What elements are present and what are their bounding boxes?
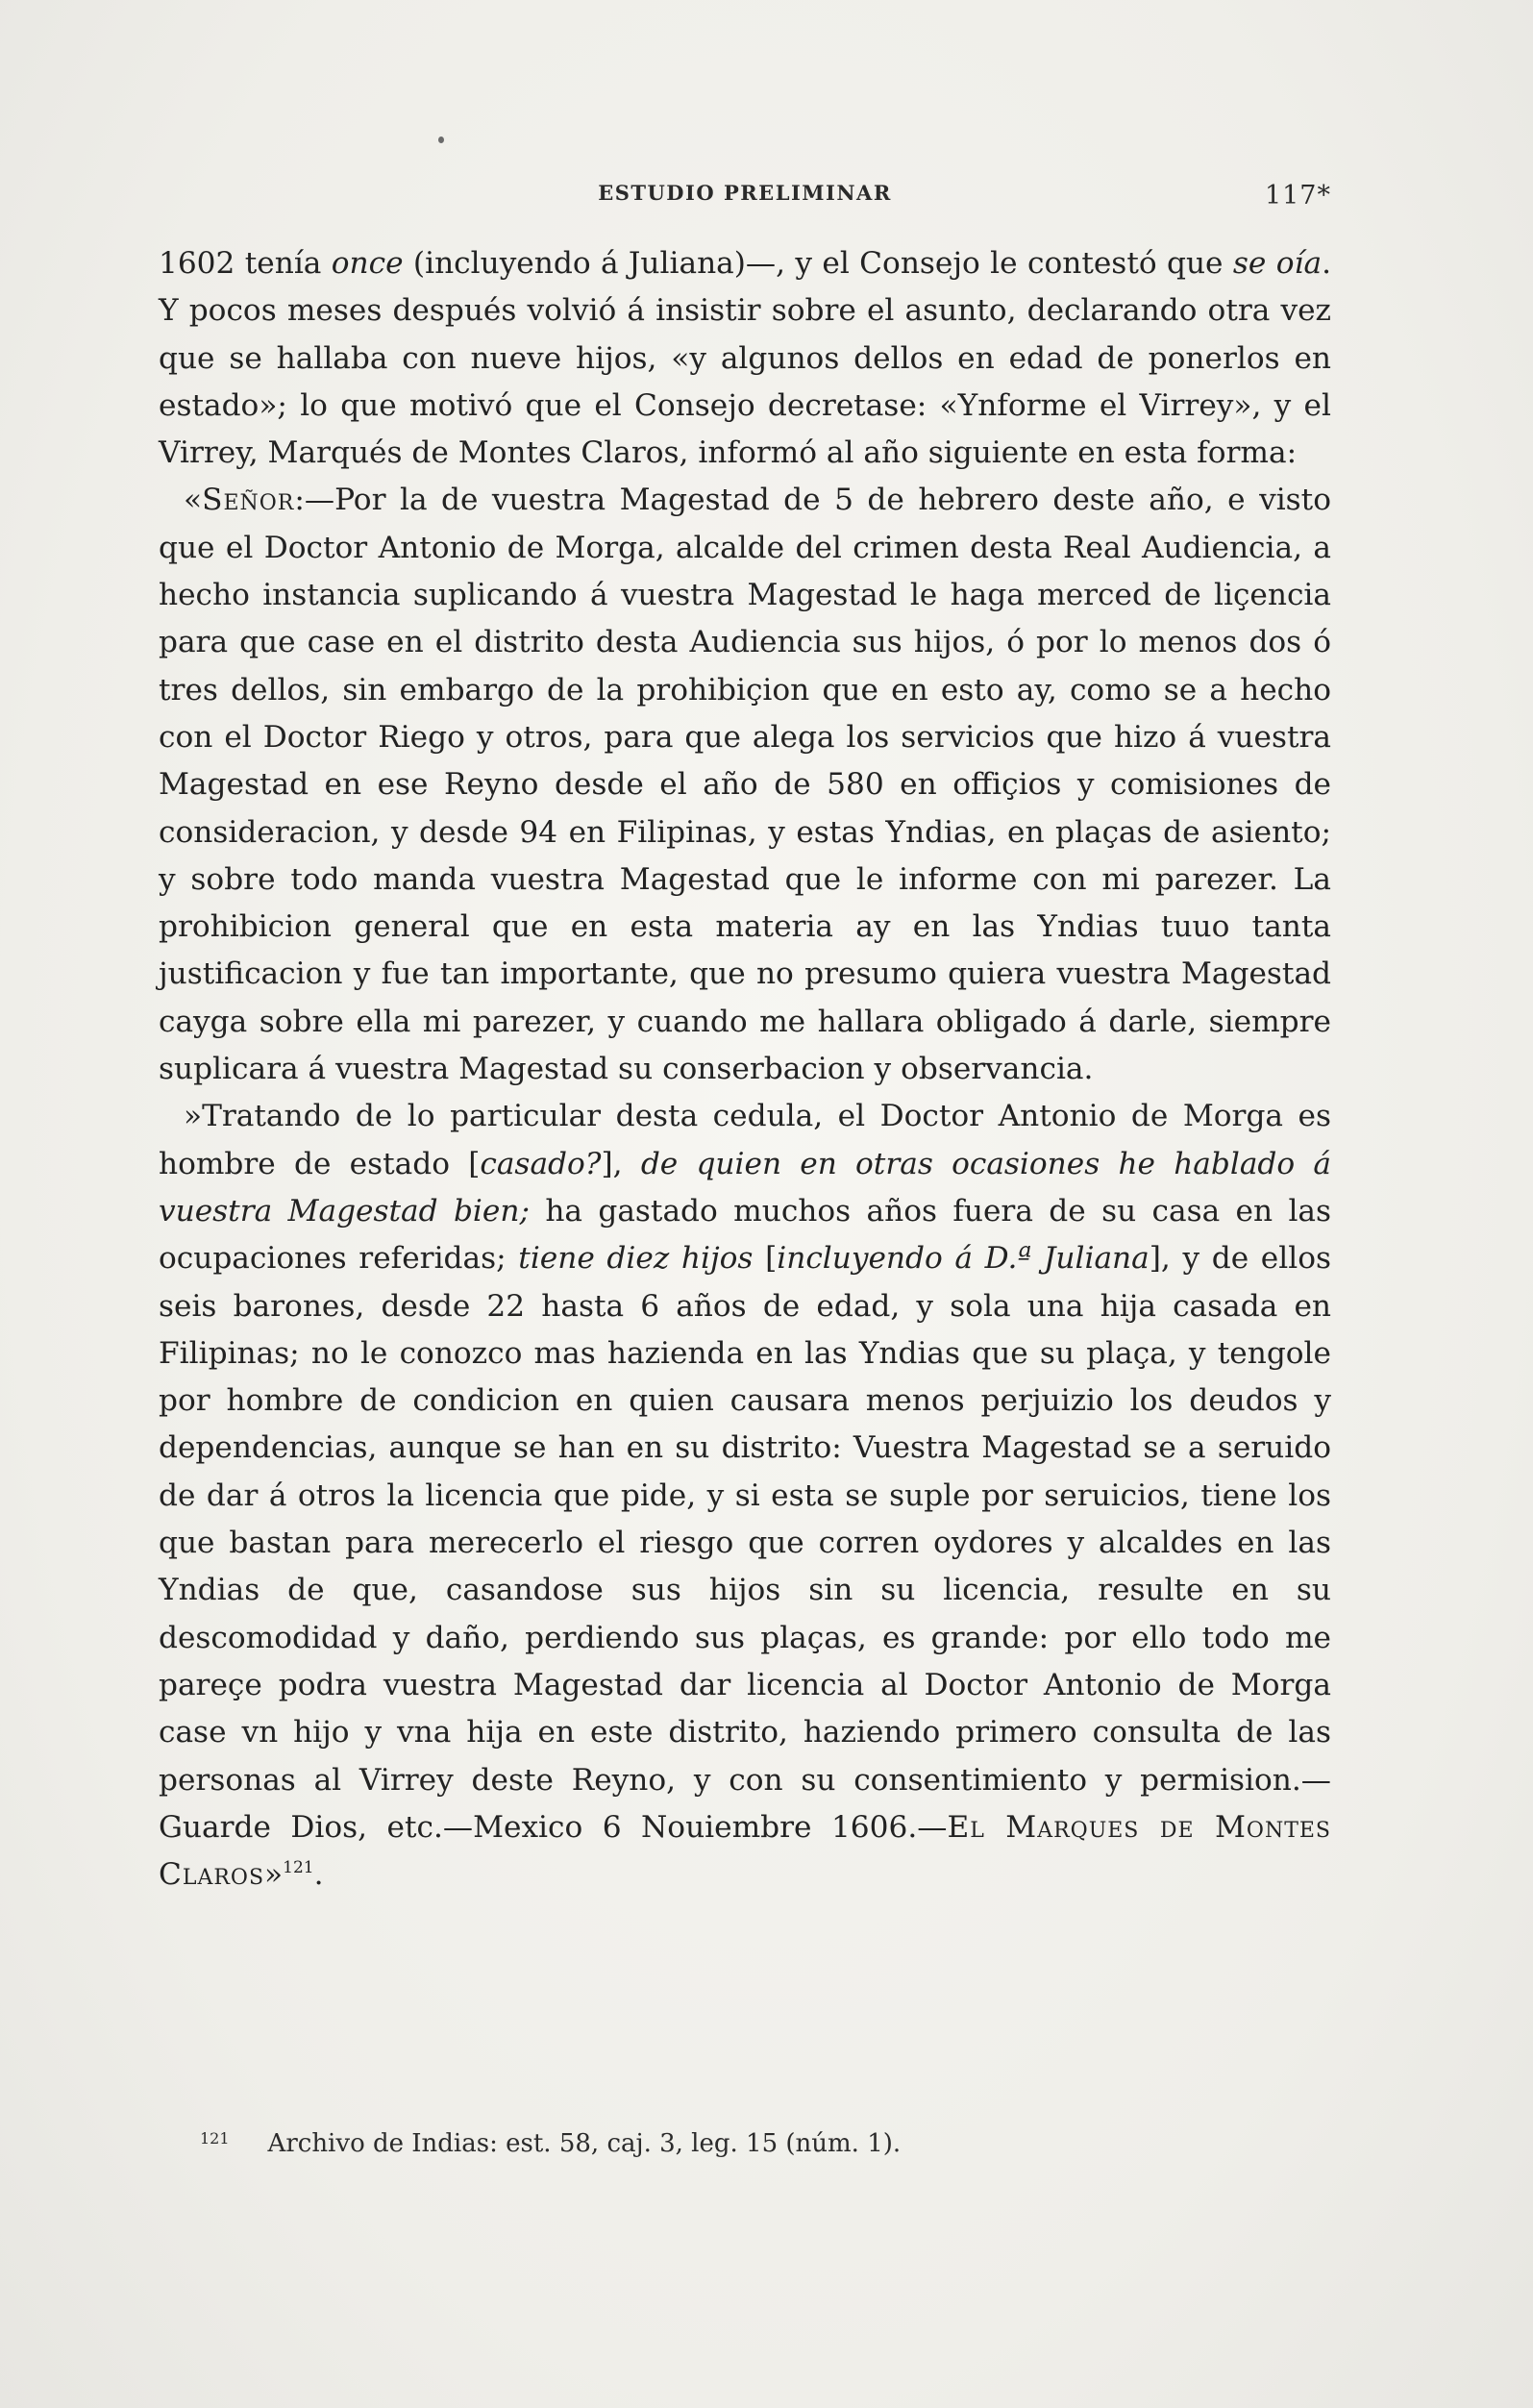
text-run: « (184, 483, 203, 518)
text-run: . Y pocos meses después volvió á insistir sobre el asunto, declarando otra vez que se hallaba con nueve hijos, «y algunos dellos en edad de ponerlos en estado»; lo que motivó que el Consejo decretase: «Ynforme el Virrey», y el Virrey, Marqués de Montes Claros, informó al año siguiente en esta forma: (159, 246, 1331, 471)
text-run: . (313, 1857, 324, 1893)
body-text (159, 240, 1331, 1899)
page-number: 117* (1264, 181, 1331, 211)
italic-run: casado? (480, 1146, 602, 1181)
italic-run: de quien en otras ocasiones he hablado á vuestra Magestad bien; (159, 1146, 1331, 1229)
running-title: ESTUDIO PRELIMINAR (598, 181, 892, 205)
running-header (159, 181, 1331, 219)
footnote-reference: 121 (283, 1858, 314, 1878)
text-run: ], y de ellos seis barones, desde 22 hasta 6 años de edad, y sola una hija casada en Filipinas; no le conozco mas hazienda en las Yndias que su plaça, y tengole por hombre de condicion en quien causara menos perjuizio los deudos y dependencias, aunque se han en su distrito: Vuestra Magestad se a seruido de dar á otros la licencia que pide, y si esta se suple por seruicios, tiene los que bastan para merecerlo el riesgo que corren oydores y alcaldes en las Yndias de que, casandose sus hijos sin su licencia, resulte en su descomodidad y daño, perdiendo sus plaças, es grande: por ello todo me pareçe podra vuestra Magestad dar licencia al Doctor Antonio de Morga case vn hijo y vna hija en este distrito, haziendo primero consulta de las personas al Virrey deste Reyno, y con su consentimiento y permision.—Guarde Dios, etc.—Mexico 6 Nouiembre 1606.— (159, 1241, 1331, 1845)
paragraph-1 (159, 240, 1331, 477)
paragraph-3 (159, 1093, 1331, 1899)
text-run: »Tratando de lo particular desta cedula, el Doctor Antonio de Morga es hombre de estado [ (159, 1099, 1331, 1181)
text-run: :—Por la de vuestra Magestad de 5 de hebrero deste año, e visto que el Doctor Antonio de Morga, alcalde del crimen desta Real Audiencia, a hecho instancia suplicando á vuestra Magestad le haga merced de liçencia para que case en el distrito desta Audiencia sus hijos, ó por lo menos dos ó tres dellos, sin embargo de la prohibiçion que en esto ay, como se a hecho con el Doctor Riego y otros, para que alega los servicios que hizo á vuestra Magestad en ese Reyno desde el año de 580 en offiçios y comisiones de consideracion, y desde 94 en Filipinas, y estas Yndias, en plaças de asiento; y sobre todo manda vuestra Magestad que le informe con mi parezer. La prohibicion general que en esta materia ay en las Yndias tuuo tanta justificacion y fue tan importante, que no presumo quiera vuestra Magestad cayga sobre ella mi parezer, y cuando me hallara obligado á darle, siempre suplicara á vuestra Magestad su conserbacion y observancia. (159, 483, 1331, 1087)
ink-speck (438, 137, 444, 143)
italic-run: tiene diez hijos (518, 1241, 754, 1277)
italic-run: se oía (1232, 246, 1323, 281)
signature-small-caps: El Marques de Montes Claros (159, 1809, 1331, 1893)
paragraph-2 (159, 477, 1331, 1093)
text-run: ha gastado muchos años fuera de su casa en las ocupaciones referidas; (159, 1193, 1332, 1277)
footnote-text: Archivo de Indias: est. 58, caj. 3, leg. 15 (núm. 1). (267, 2129, 902, 2158)
italic-run: once (331, 246, 404, 281)
small-caps-run: Señor (202, 483, 295, 518)
italic-run: incluyendo á D.ª Juliana (777, 1241, 1150, 1277)
text-run: [ (753, 1241, 778, 1277)
text-run: » (264, 1857, 284, 1893)
footnote (200, 2123, 1305, 2160)
footnote-marker: 121 (200, 2129, 230, 2147)
text-run: (incluyendo á Juliana)—, y el Consejo le contestó que (403, 246, 1233, 281)
text-run: 1602 tenía (159, 246, 332, 281)
text-run: ], (601, 1146, 641, 1181)
